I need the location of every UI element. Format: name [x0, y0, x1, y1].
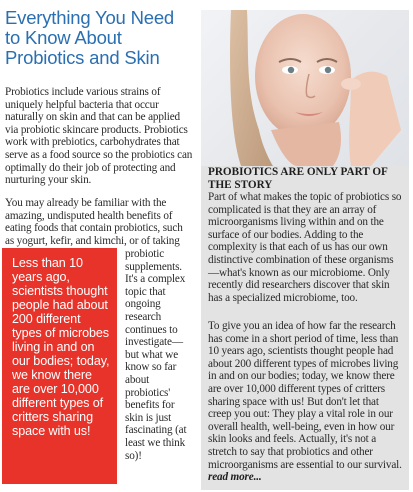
- callout-text: Less than 10 years ago, scientists thought people had about 200 different types of microbes living in and on our bodies; today, we know there are over 10,000 different types of critters sharing space with us!: [12, 256, 110, 438]
- sidebar-paragraph-1: Part of what makes the topic of probiotics so complicated is that they are an array of microorganisms living within and on the surface of our bodies. Adding to the complexity is that each of us has our own distinctive combination of these organisms—what's known as our microbiome. Only recently did researchers discover that skin has a specialized microbiome, too.: [208, 191, 402, 304]
- callout-box: [2, 248, 117, 484]
- read-more-link[interactable]: read more...: [208, 471, 262, 484]
- article-title: Everything You Need to Know About Probiotics and Skin: [5, 7, 174, 68]
- sidebar-heading: PROBIOTICS ARE ONLY PART OF THE STORY: [208, 166, 388, 191]
- woman-face-photo: [201, 10, 409, 166]
- second-paragraph: You may already be familiar with the amazing, undisputed health benefits of eating foods that contain probiotics, such as yogurt, kefir, and kimchi, or of taking: [5, 197, 183, 247]
- sidebar-paragraph-2: [208, 320, 404, 484]
- woman-face-illustration: [201, 10, 409, 166]
- second-paragraph-continued: probiotic supplements. It's a complex topic that ongoing research continues to investigate—but what we know so far about probiotics' benefits for skin is just fascinating (at least we think so)!: [125, 248, 187, 462]
- sidebar-paragraph-2-text: To give you an idea of how far the research has come in a short period of time, less than 10 years ago, scientists thought people had about 200 different types of microbes living in and on our bodies; today, we know there are over 10,000 different types of critters sharing space with us! But don't let that creep you out: They play a vital role in our overall health, well-being, even in how our skin looks and feels. Actually, it's not a stretch to say that probiotics and other microorganisms are essential to our survival.: [208, 320, 402, 471]
- intro-paragraph: Probiotics include various strains of uniquely helpful bacteria that occur naturally on skin and that can be applied via probiotic skincare products. Probiotics work with prebiotics, carbohydrates that serve as a food source so the probiotics can optimally do their job of protecting and nurturing your skin.: [5, 86, 193, 187]
